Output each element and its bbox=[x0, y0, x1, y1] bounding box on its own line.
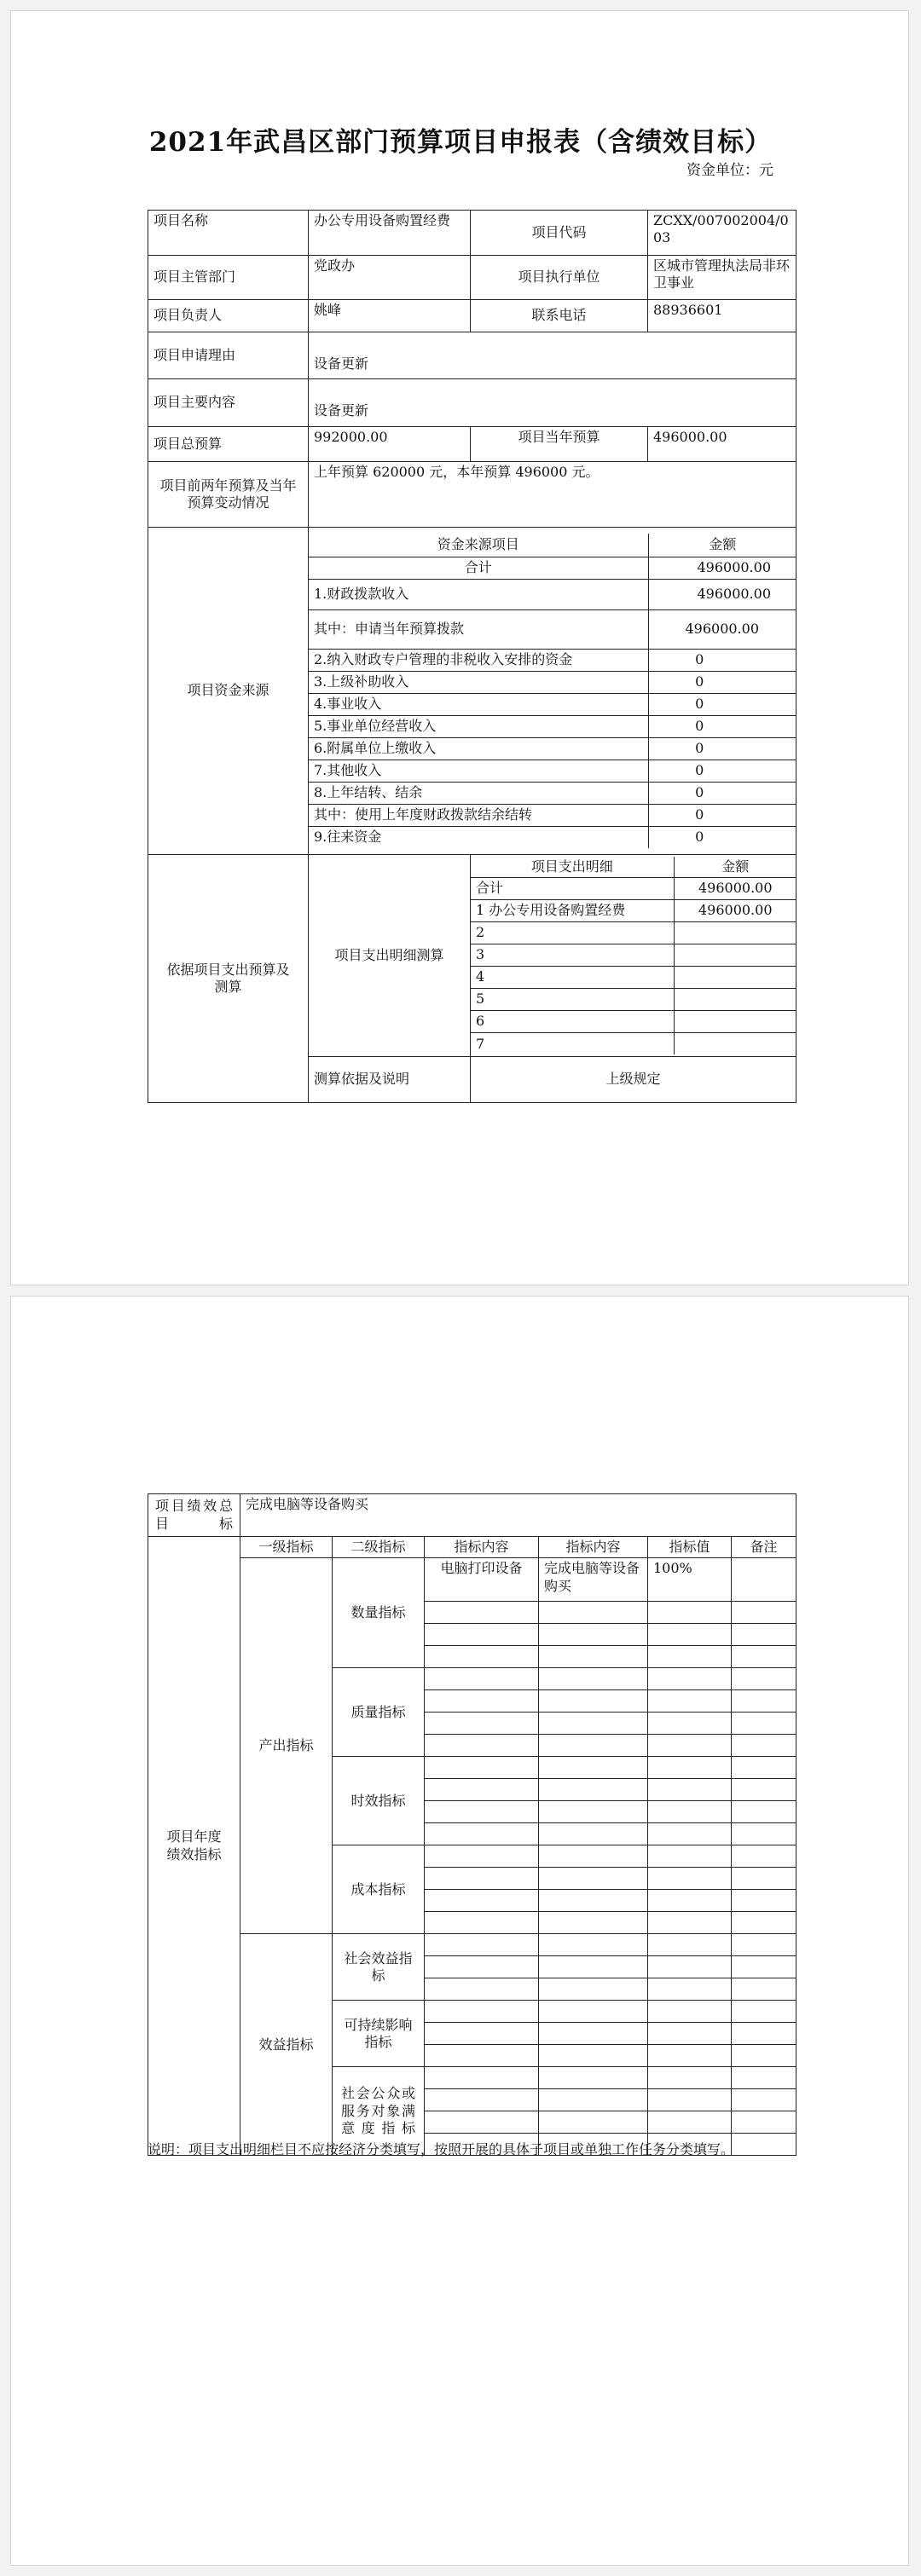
table-row bbox=[148, 1934, 796, 1956]
level2-sustainable: 可持续影响指标 bbox=[333, 2001, 425, 2067]
table-row bbox=[309, 826, 796, 848]
prev-budget-value: 上年预算 620000 元，本年预算 496000 元。 bbox=[309, 462, 796, 528]
table-row bbox=[148, 379, 796, 427]
expense-item: 7 bbox=[471, 1032, 674, 1054]
table-row bbox=[148, 1494, 796, 1537]
performance-table bbox=[148, 1493, 796, 2156]
expense-section bbox=[148, 855, 796, 1057]
level2-satisfaction: 社会公众或服务对象满意度指标 bbox=[333, 2067, 425, 2156]
goal-value: 完成电脑等设备购买 bbox=[240, 1494, 796, 1537]
funding-item: 2.纳入财政专户管理的非税收入安排的资金 bbox=[309, 649, 648, 671]
funding-amount: 496000.00 bbox=[648, 609, 796, 649]
table-row bbox=[148, 332, 796, 379]
expense-item: 4 bbox=[471, 966, 674, 988]
expense-amount bbox=[674, 988, 796, 1010]
phone-label: 联系电话 bbox=[471, 300, 648, 332]
footnote: 说明：项目支出明细栏目不应按经济分类填写，按照开展的具体子项目或单独工作任务分类填写。 bbox=[148, 2141, 735, 2157]
funding-header bbox=[309, 534, 796, 557]
funding-amount: 0 bbox=[648, 782, 796, 804]
project-table bbox=[148, 210, 796, 1103]
goal-label: 项目绩效总目标 bbox=[148, 1494, 240, 1537]
expense-table bbox=[471, 857, 796, 1055]
owner-label: 项目负责人 bbox=[148, 300, 309, 332]
funding-amount: 496000.00 bbox=[648, 557, 796, 579]
level1-output: 产出指标 bbox=[240, 1558, 333, 1934]
funding-item: 其中：使用上年度财政拨款结余结转 bbox=[309, 804, 648, 826]
expense-item: 3 bbox=[471, 944, 674, 966]
expense-amount bbox=[674, 921, 796, 944]
page-title: 2021年武昌区部门预算项目申报表（含绩效目标） bbox=[148, 127, 773, 158]
funding-item: 其中：申请当年预算拨款 bbox=[309, 609, 648, 649]
funding-amount: 0 bbox=[648, 671, 796, 693]
total-budget-value: 992000.00 bbox=[309, 427, 471, 462]
expense-item: 1 办公专用设备购置经费 bbox=[471, 899, 674, 921]
level2-timeliness: 时效指标 bbox=[333, 1757, 425, 1845]
table-row bbox=[471, 988, 796, 1010]
basis-label: 测算依据及说明 bbox=[309, 1057, 471, 1103]
table-row bbox=[471, 877, 796, 899]
table-row bbox=[148, 256, 796, 300]
basis-value: 上级规定 bbox=[471, 1057, 796, 1103]
table-row bbox=[309, 782, 796, 804]
year-budget-value: 496000.00 bbox=[648, 427, 796, 462]
project-code-label: 项目代码 bbox=[471, 211, 648, 256]
table-row bbox=[309, 737, 796, 760]
expense-item: 2 bbox=[471, 921, 674, 944]
table-row bbox=[148, 1558, 796, 1602]
phone-value: 88936601 bbox=[648, 300, 796, 332]
expense-header-item: 项目支出明细 bbox=[471, 857, 674, 878]
funding-label: 项目资金来源 bbox=[148, 528, 309, 855]
funding-item: 1.财政拨款收入 bbox=[309, 579, 648, 609]
page-2 bbox=[10, 1296, 909, 2566]
funding-amount: 0 bbox=[648, 760, 796, 782]
table-row bbox=[309, 804, 796, 826]
funding-section bbox=[148, 528, 796, 855]
expense-amount bbox=[674, 1010, 796, 1032]
expense-item: 5 bbox=[471, 988, 674, 1010]
expense-item: 合计 bbox=[471, 877, 674, 899]
level2-quality: 质量指标 bbox=[333, 1668, 425, 1757]
level1-benefit: 效益指标 bbox=[240, 1934, 333, 2156]
funding-amount: 0 bbox=[648, 826, 796, 848]
indicator-content: 电脑打印设备 bbox=[425, 1558, 539, 1602]
expense-amount bbox=[674, 966, 796, 988]
header-value: 指标值 bbox=[648, 1537, 732, 1558]
funding-item: 合计 bbox=[309, 557, 648, 579]
content-label: 项目主要内容 bbox=[148, 379, 309, 427]
project-code-value: ZCXX/007002004/003 bbox=[648, 211, 796, 256]
table-row bbox=[148, 211, 796, 256]
content-value: 设备更新 bbox=[309, 379, 796, 427]
exec-unit-label: 项目执行单位 bbox=[471, 256, 648, 300]
expense-header bbox=[471, 857, 796, 878]
funding-item: 8.上年结转、结余 bbox=[309, 782, 648, 804]
funding-item: 4.事业收入 bbox=[309, 693, 648, 715]
expense-amount bbox=[674, 1032, 796, 1054]
header-level1: 一级指标 bbox=[240, 1537, 333, 1558]
indicator-content-2: 完成电脑等设备购买 bbox=[539, 1558, 648, 1602]
expense-detail-label: 项目支出明细测算 bbox=[309, 855, 471, 1057]
header-content-2: 指标内容 bbox=[539, 1537, 648, 1558]
table-row bbox=[471, 944, 796, 966]
dept-label: 项目主管部门 bbox=[148, 256, 309, 300]
funding-item: 9.往来资金 bbox=[309, 826, 648, 848]
page-1 bbox=[10, 10, 909, 1285]
table-row bbox=[471, 899, 796, 921]
funding-header-amount: 金额 bbox=[648, 534, 796, 557]
table-row bbox=[471, 1010, 796, 1032]
expense-item: 6 bbox=[471, 1010, 674, 1032]
header-content: 指标内容 bbox=[425, 1537, 539, 1558]
table-row bbox=[309, 609, 796, 649]
funding-item: 5.事业单位经营收入 bbox=[309, 715, 648, 737]
exec-unit-value: 区城市管理执法局非环卫事业 bbox=[648, 256, 796, 300]
level2-cost: 成本指标 bbox=[333, 1845, 425, 1934]
expense-amount: 496000.00 bbox=[674, 899, 796, 921]
annual-indicator-label: 项目年度绩效指标 bbox=[148, 1537, 240, 2156]
dept-value: 党政办 bbox=[309, 256, 471, 300]
table-row bbox=[309, 715, 796, 737]
table-row bbox=[309, 579, 796, 609]
funding-amount: 0 bbox=[648, 693, 796, 715]
project-name-label: 项目名称 bbox=[148, 211, 309, 256]
level2-social: 社会效益指标 bbox=[333, 1934, 425, 2001]
funding-amount: 496000.00 bbox=[648, 579, 796, 609]
project-name-value: 办公专用设备购置经费 bbox=[309, 211, 471, 256]
table-row bbox=[309, 557, 796, 579]
funding-item: 7.其他收入 bbox=[309, 760, 648, 782]
table-row bbox=[471, 921, 796, 944]
indicator-value: 100% bbox=[648, 1558, 732, 1602]
table-row bbox=[309, 671, 796, 693]
total-budget-label: 项目总预算 bbox=[148, 427, 309, 462]
funding-amount: 0 bbox=[648, 715, 796, 737]
table-row bbox=[309, 693, 796, 715]
reason-value: 设备更新 bbox=[309, 332, 796, 379]
year-budget-label: 项目当年预算 bbox=[471, 427, 648, 462]
expense-label: 依据项目支出预算及测算 bbox=[148, 855, 309, 1103]
funding-amount: 0 bbox=[648, 804, 796, 826]
expense-header-amount: 金额 bbox=[674, 857, 796, 878]
table-row bbox=[471, 966, 796, 988]
reason-label: 项目申请理由 bbox=[148, 332, 309, 379]
funding-table bbox=[309, 534, 796, 848]
funding-item: 3.上级补助收入 bbox=[309, 671, 648, 693]
funding-amount: 0 bbox=[648, 737, 796, 760]
performance-header bbox=[148, 1537, 796, 1558]
header-remark: 备注 bbox=[732, 1537, 796, 1558]
table-row bbox=[148, 462, 796, 528]
table-row bbox=[471, 1032, 796, 1054]
currency-unit: 资金单位：元 bbox=[686, 162, 773, 179]
table-row bbox=[148, 427, 796, 462]
table-row bbox=[148, 300, 796, 332]
level2-quantity: 数量指标 bbox=[333, 1558, 425, 1668]
header-level2: 二级指标 bbox=[333, 1537, 425, 1558]
prev-budget-label: 项目前两年预算及当年预算变动情况 bbox=[148, 462, 309, 528]
expense-amount bbox=[674, 944, 796, 966]
expense-amount: 496000.00 bbox=[674, 877, 796, 899]
funding-header-item: 资金来源项目 bbox=[309, 534, 648, 557]
funding-item: 6.附属单位上缴收入 bbox=[309, 737, 648, 760]
table-row bbox=[309, 649, 796, 671]
table-row bbox=[309, 760, 796, 782]
owner-value: 姚峰 bbox=[309, 300, 471, 332]
indicator-remark bbox=[732, 1558, 796, 1602]
funding-amount: 0 bbox=[648, 649, 796, 671]
